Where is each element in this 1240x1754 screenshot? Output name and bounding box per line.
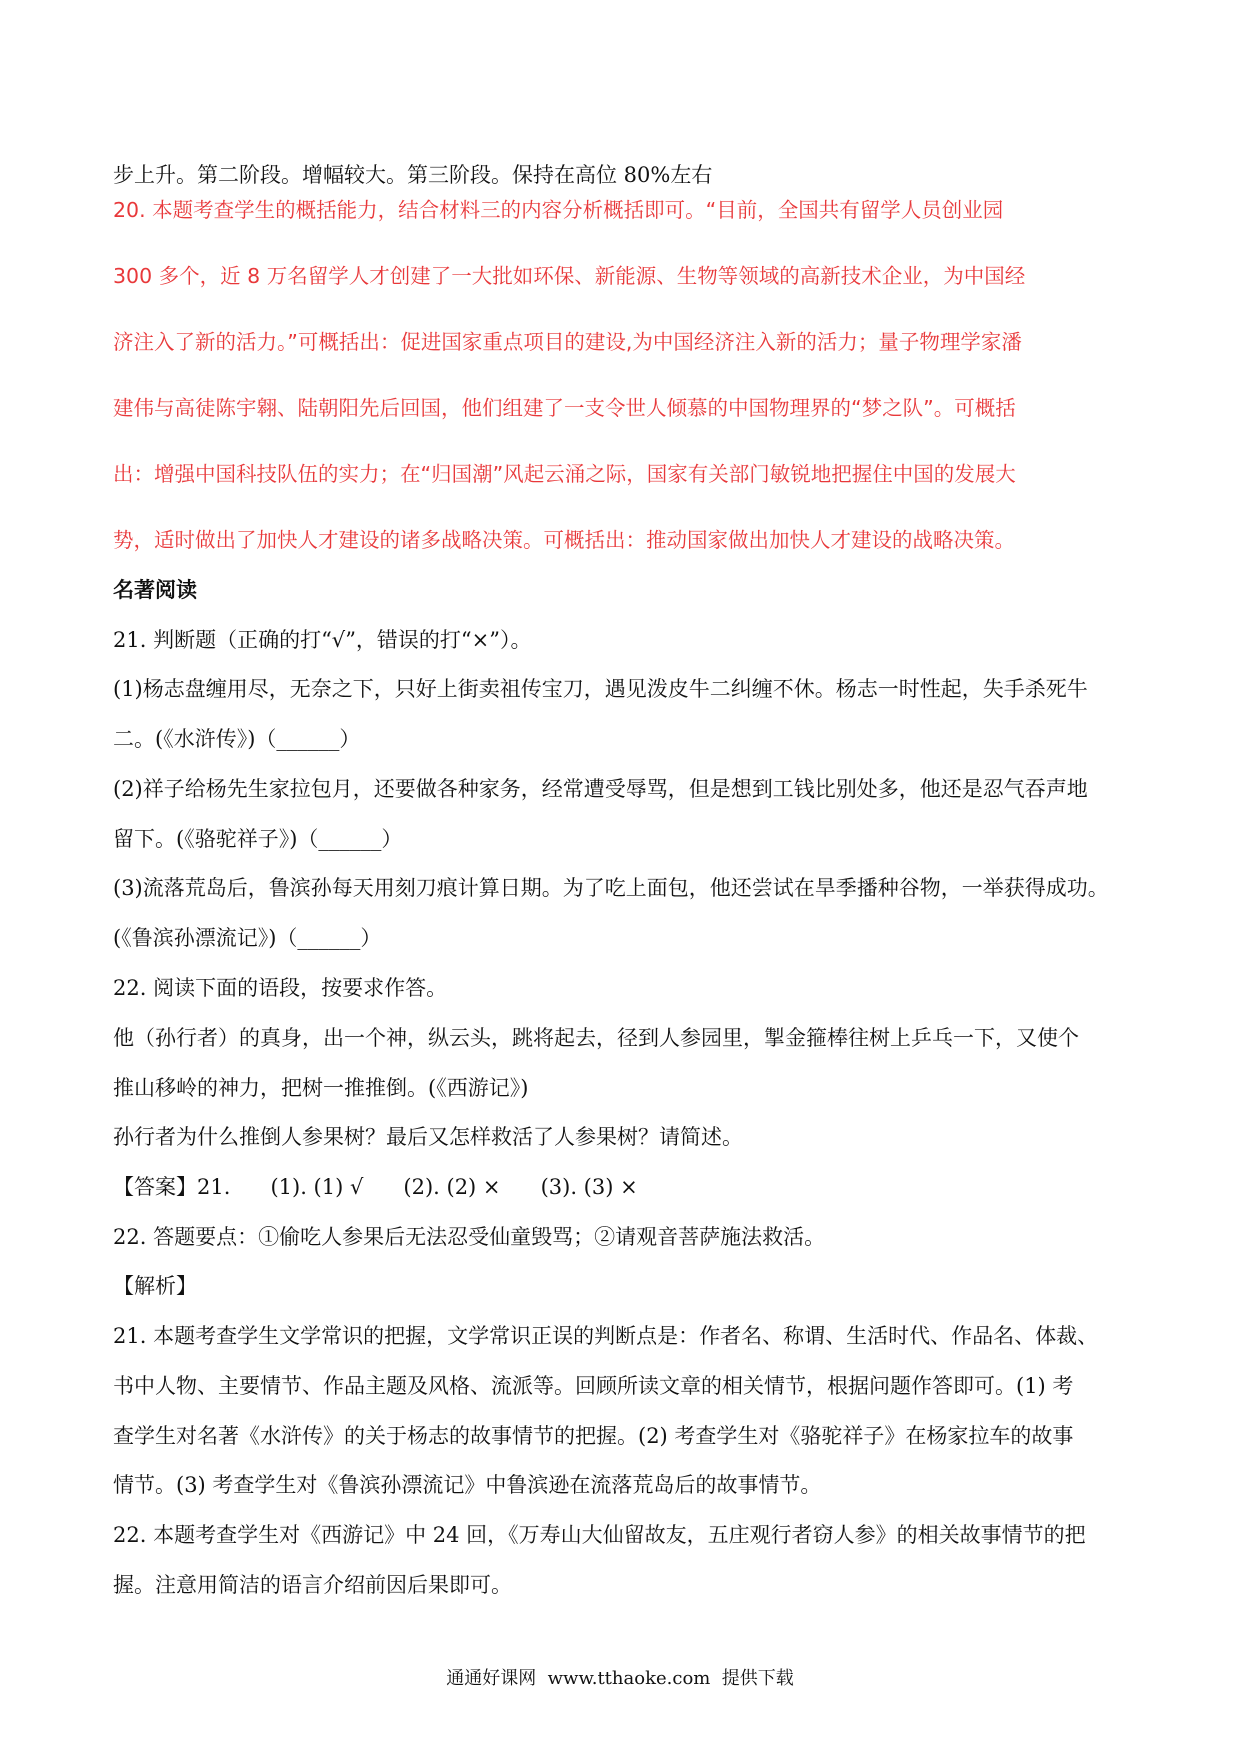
q20-answer-line: 势，适时做出了加快人才建设的诸多战略决策。可概括出：推动国家做出加快人才建设的战略决策。 — [113, 528, 1015, 552]
q21-item-2: (2)祥子给杨先生家拉包月，还要做各种家务，经常遭受辱骂，但是想到工钱比别处多，他还是忍气吞声地 — [113, 777, 1088, 801]
answer-q21: 21. (1). (1) √ (2). (2) × (3). (3) × — [197, 1175, 638, 1199]
q20-answer-line: 建伟与高徒陈宇翱、陆朝阳先后回国，他们组建了一支令世人倾慕的中国物理界的“梦之队”。可概括 — [113, 396, 1016, 420]
answer-line-1 — [113, 1172, 638, 1202]
q21-item-2-cont: 留下。(《骆驼祥子》)（______） — [113, 827, 403, 851]
q22-title: 22. 阅读下面的语段，按要求作答。 — [113, 976, 448, 1000]
analysis-q22-cont: 握。注意用简洁的语言介绍前因后果即可。 — [113, 1573, 512, 1597]
q22-question: 孙行者为什么推倒人参果树？最后又怎样救活了人参果树？请简述。 — [113, 1125, 743, 1149]
answer-line-2: 22. 答题要点：①偷吃人参果后无法忍受仙童毁骂；②请观音菩萨施法救活。 — [113, 1225, 826, 1249]
q20-answer-line: 20. 本题考查学生的概括能力，结合材料三的内容分析概括即可。“目前，全国共有留学人员创业园 — [113, 198, 1004, 222]
q21-item-3-cont: (《鲁滨孙漂流记》)（______） — [113, 926, 382, 950]
analysis-q21-cont: 查学生对名著《水浒传》的关于杨志的故事情节的把握。(2) 考查学生对《骆驼祥子》在杨家拉车的故事 — [113, 1424, 1074, 1448]
page-footer: 通通好课网 www.tthaoke.com 提供下载 — [446, 1668, 794, 1689]
q22-passage-cont: 推山移岭的神力，把树一推推倒。(《西游记》) — [113, 1076, 529, 1100]
q20-answer-line: 出：增强中国科技队伍的实力；在“归国潮”风起云涌之际，国家有关部门敏锐地把握住中国的发展大 — [113, 462, 1016, 486]
q21-item-1: (1)杨志盘缠用尽，无奈之下，只好上街卖祖传宝刀，遇见泼皮牛二纠缠不休。杨志一时性起，失手杀死牛 — [113, 677, 1088, 701]
analysis-label: 【解析】 — [113, 1274, 197, 1298]
q20-answer-line: 300 多个，近 8 万名留学人才创建了一大批如环保、新能源、生物等领域的高新技术企业，为中国经 — [113, 264, 1026, 288]
q21-title: 21. 判断题（正确的打“√”，错误的打“×”）。 — [113, 628, 532, 652]
q21-item-1-cont: 二。(《水浒传》)（______） — [113, 727, 361, 751]
analysis-q21: 21. 本题考查学生文学常识的把握，文学常识正误的判断点是：作者名、称谓、生活时代、作品名、体裁、 — [113, 1324, 1099, 1348]
analysis-q21-cont: 书中人物、主要情节、作品主题及风格、流派等。回顾所读文章的相关情节，根据问题作答即可。(1) 考 — [113, 1374, 1074, 1398]
q21-item-3: (3)流落荒岛后，鲁滨孙每天用刻刀痕计算日期。为了吃上面包，他还尝试在旱季播种谷物，一举获得成功。 — [113, 876, 1109, 900]
analysis-q21-cont: 情节。(3) 考查学生对《鲁滨孙漂流记》中鲁滨逊在流落荒岛后的故事情节。 — [113, 1473, 822, 1497]
answer-label: 【答案】 — [113, 1175, 197, 1199]
q22-passage: 他（孙行者）的真身，出一个神，纵云头，跳将起去，径到人参园里，掣金箍棒往树上乒乓一下，又使个 — [113, 1026, 1079, 1050]
q20-answer-block — [110, 195, 1095, 560]
q20-answer-line: 济注入了新的活力。”可概括出：促进国家重点项目的建设,为中国经济注入新的活力；量子物理学家潘 — [113, 330, 1022, 354]
continued-answer-line: 步上升。第二阶段。增幅较大。第三阶段。保持在高位 80%左右 — [113, 163, 713, 187]
section-title: 名著阅读 — [113, 577, 197, 602]
analysis-q22: 22. 本题考查学生对《西游记》中 24 回，《万寿山大仙留故友，五庄观行者窃人参》的相关故事情节的把 — [113, 1523, 1086, 1547]
